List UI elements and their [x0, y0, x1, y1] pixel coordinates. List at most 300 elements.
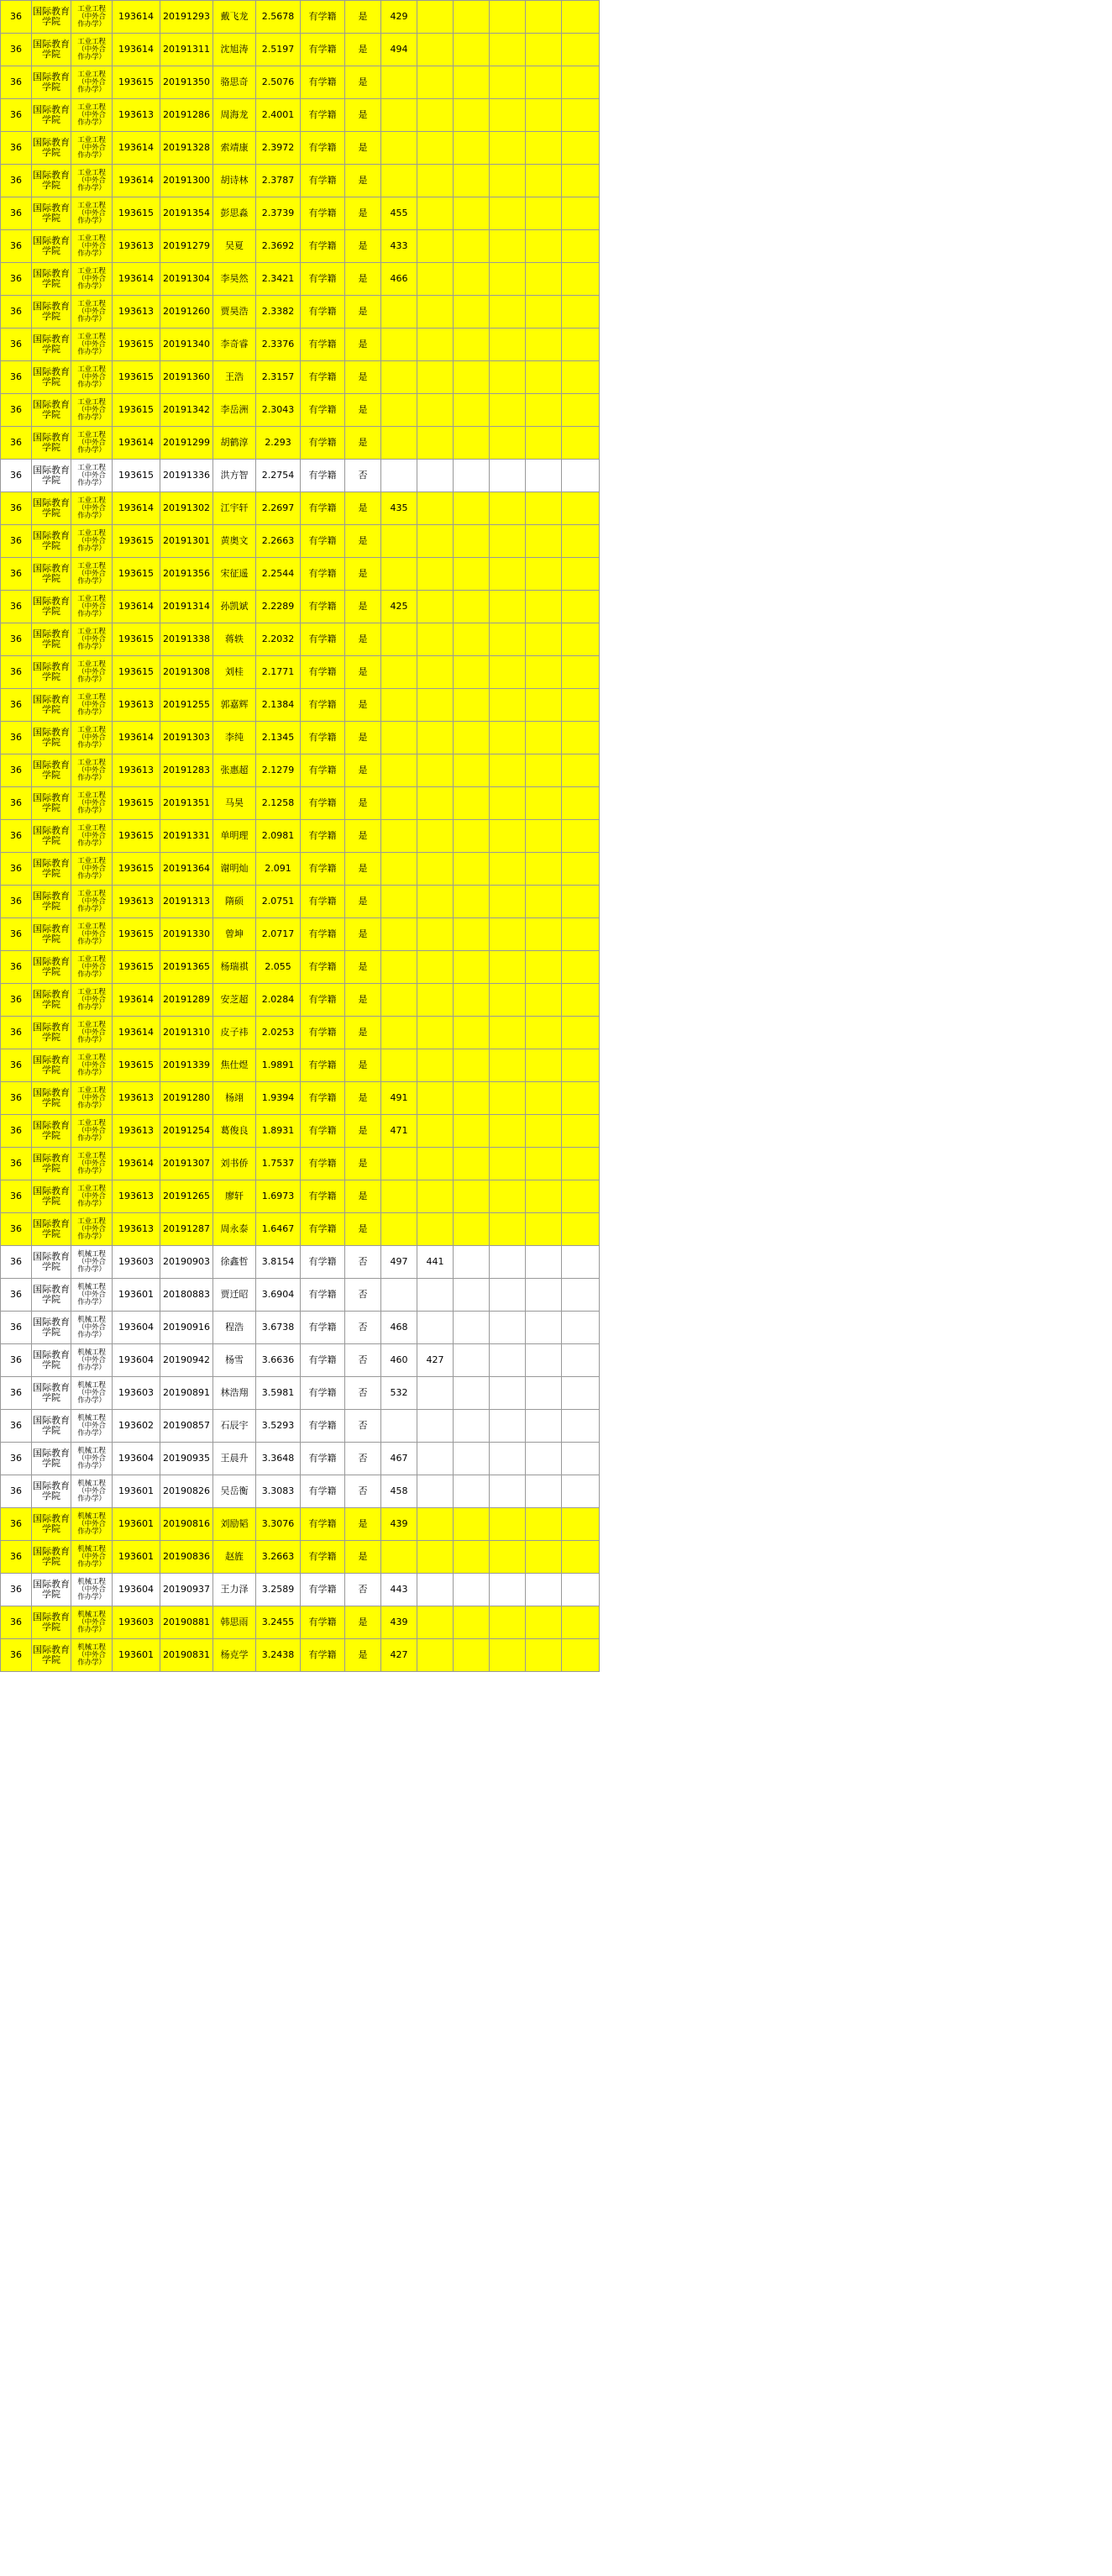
cell-extra2[interactable] [490, 427, 526, 460]
cell-college[interactable]: 国际教育 学院 [32, 1082, 71, 1115]
table-row[interactable] [1, 1180, 600, 1213]
table-row[interactable] [1, 197, 600, 230]
cell-sid[interactable]: 20191313 [160, 886, 213, 918]
cell-score[interactable]: 3.3083 [256, 1475, 301, 1508]
cell-college[interactable]: 国际教育 学院 [32, 1574, 71, 1606]
cell-flag[interactable]: 是 [345, 984, 381, 1017]
cell-name[interactable]: 单明理 [213, 820, 256, 853]
cell-extra1[interactable] [454, 820, 490, 853]
cell-no[interactable]: 36 [1, 1508, 32, 1541]
cell-college[interactable]: 国际教育 学院 [32, 329, 71, 361]
cell-flag[interactable]: 是 [345, 1639, 381, 1672]
table-row[interactable] [1, 296, 600, 329]
cell-extra4[interactable] [562, 492, 600, 525]
cell-extra2[interactable] [490, 886, 526, 918]
cell-extra3[interactable] [526, 754, 562, 787]
table-row[interactable] [1, 1017, 600, 1049]
cell-sid[interactable]: 20191336 [160, 460, 213, 492]
cell-exam2[interactable] [417, 1082, 454, 1115]
cell-name[interactable]: 李奇睿 [213, 329, 256, 361]
cell-extra4[interactable] [562, 1312, 600, 1344]
table-row[interactable] [1, 1115, 600, 1148]
cell-sid[interactable]: 20191328 [160, 132, 213, 165]
cell-major[interactable]: 机械工程 （中外合 作办学） [71, 1475, 113, 1508]
cell-extra4[interactable] [562, 1115, 600, 1148]
cell-flag[interactable]: 是 [345, 263, 381, 296]
cell-exam1[interactable] [381, 656, 417, 689]
cell-exam2[interactable] [417, 591, 454, 623]
cell-sid[interactable]: 20191300 [160, 165, 213, 197]
cell-exam2[interactable] [417, 525, 454, 558]
cell-flag[interactable]: 是 [345, 1049, 381, 1082]
table-row[interactable] [1, 492, 600, 525]
cell-score[interactable]: 1.9891 [256, 1049, 301, 1082]
cell-flag[interactable]: 否 [345, 1279, 381, 1312]
cell-name[interactable]: 王浩 [213, 361, 256, 394]
cell-flag[interactable]: 是 [345, 1082, 381, 1115]
cell-class[interactable]: 193613 [113, 1180, 160, 1213]
cell-college[interactable]: 国际教育 学院 [32, 1606, 71, 1639]
cell-sid[interactable]: 20191338 [160, 623, 213, 656]
cell-extra1[interactable] [454, 656, 490, 689]
cell-college[interactable]: 国际教育 学院 [32, 1, 71, 34]
cell-name[interactable]: 李昊然 [213, 263, 256, 296]
cell-status[interactable]: 有学籍 [301, 1377, 345, 1410]
table-row[interactable] [1, 754, 600, 787]
cell-extra4[interactable] [562, 1541, 600, 1574]
cell-flag[interactable]: 是 [345, 787, 381, 820]
cell-name[interactable]: 皮子祎 [213, 1017, 256, 1049]
cell-extra4[interactable] [562, 1180, 600, 1213]
cell-exam2[interactable] [417, 623, 454, 656]
cell-college[interactable]: 国际教育 学院 [32, 951, 71, 984]
cell-status[interactable]: 有学籍 [301, 1082, 345, 1115]
cell-name[interactable]: 戴飞龙 [213, 1, 256, 34]
table-row[interactable] [1, 460, 600, 492]
cell-college[interactable]: 国际教育 学院 [32, 230, 71, 263]
cell-name[interactable]: 胡诗林 [213, 165, 256, 197]
table-row[interactable] [1, 1410, 600, 1443]
cell-class[interactable]: 193614 [113, 1, 160, 34]
cell-college[interactable]: 国际教育 学院 [32, 623, 71, 656]
cell-sid[interactable]: 20191360 [160, 361, 213, 394]
cell-score[interactable]: 3.2438 [256, 1639, 301, 1672]
cell-status[interactable]: 有学籍 [301, 1508, 345, 1541]
cell-name[interactable]: 赵旌 [213, 1541, 256, 1574]
cell-class[interactable]: 193603 [113, 1246, 160, 1279]
cell-sid[interactable]: 20191350 [160, 66, 213, 99]
table-row[interactable] [1, 853, 600, 886]
cell-flag[interactable]: 是 [345, 623, 381, 656]
table-row[interactable] [1, 1049, 600, 1082]
cell-exam2[interactable] [417, 918, 454, 951]
cell-exam1[interactable]: 466 [381, 263, 417, 296]
cell-extra2[interactable] [490, 1410, 526, 1443]
cell-class[interactable]: 193615 [113, 1049, 160, 1082]
cell-score[interactable]: 3.3648 [256, 1443, 301, 1475]
cell-score[interactable]: 3.5981 [256, 1377, 301, 1410]
cell-major[interactable]: 机械工程 （中外合 作办学） [71, 1344, 113, 1377]
cell-major[interactable]: 工业工程 （中外合 作办学） [71, 361, 113, 394]
cell-status[interactable]: 有学籍 [301, 263, 345, 296]
cell-extra4[interactable] [562, 754, 600, 787]
cell-extra1[interactable] [454, 1475, 490, 1508]
cell-name[interactable]: 周永泰 [213, 1213, 256, 1246]
cell-extra3[interactable] [526, 1279, 562, 1312]
cell-status[interactable]: 有学籍 [301, 66, 345, 99]
cell-extra4[interactable] [562, 1344, 600, 1377]
cell-extra2[interactable] [490, 230, 526, 263]
cell-exam2[interactable] [417, 34, 454, 66]
cell-extra2[interactable] [490, 1246, 526, 1279]
cell-extra3[interactable] [526, 689, 562, 722]
cell-college[interactable]: 国际教育 学院 [32, 1475, 71, 1508]
cell-extra1[interactable] [454, 230, 490, 263]
cell-class[interactable]: 193615 [113, 525, 160, 558]
cell-class[interactable]: 193614 [113, 1017, 160, 1049]
cell-extra3[interactable] [526, 623, 562, 656]
cell-sid[interactable]: 20191302 [160, 492, 213, 525]
cell-extra1[interactable] [454, 1082, 490, 1115]
cell-flag[interactable]: 是 [345, 329, 381, 361]
cell-flag[interactable]: 是 [345, 689, 381, 722]
cell-extra3[interactable] [526, 492, 562, 525]
cell-score[interactable]: 3.2663 [256, 1541, 301, 1574]
cell-status[interactable]: 有学籍 [301, 1, 345, 34]
cell-class[interactable]: 193615 [113, 623, 160, 656]
cell-extra1[interactable] [454, 525, 490, 558]
cell-no[interactable]: 36 [1, 361, 32, 394]
table-row[interactable] [1, 1541, 600, 1574]
cell-exam2[interactable] [417, 296, 454, 329]
cell-college[interactable]: 国际教育 学院 [32, 492, 71, 525]
cell-score[interactable]: 2.1771 [256, 656, 301, 689]
cell-extra1[interactable] [454, 918, 490, 951]
cell-college[interactable]: 国际教育 学院 [32, 558, 71, 591]
cell-exam2[interactable] [417, 132, 454, 165]
cell-extra2[interactable] [490, 984, 526, 1017]
cell-class[interactable]: 193603 [113, 1377, 160, 1410]
cell-sid[interactable]: 20190942 [160, 1344, 213, 1377]
cell-flag[interactable]: 是 [345, 656, 381, 689]
cell-no[interactable]: 36 [1, 853, 32, 886]
cell-class[interactable]: 193601 [113, 1475, 160, 1508]
cell-exam2[interactable]: 441 [417, 1246, 454, 1279]
cell-extra3[interactable] [526, 1606, 562, 1639]
cell-no[interactable]: 36 [1, 1246, 32, 1279]
cell-exam1[interactable] [381, 1410, 417, 1443]
cell-status[interactable]: 有学籍 [301, 1312, 345, 1344]
cell-score[interactable]: 2.2754 [256, 460, 301, 492]
cell-class[interactable]: 193601 [113, 1508, 160, 1541]
cell-exam1[interactable] [381, 918, 417, 951]
cell-status[interactable]: 有学籍 [301, 689, 345, 722]
cell-extra1[interactable] [454, 1148, 490, 1180]
cell-name[interactable]: 王晨升 [213, 1443, 256, 1475]
cell-class[interactable]: 193615 [113, 951, 160, 984]
cell-major[interactable]: 工业工程 （中外合 作办学） [71, 1115, 113, 1148]
cell-extra1[interactable] [454, 329, 490, 361]
cell-extra4[interactable] [562, 918, 600, 951]
cell-extra2[interactable] [490, 165, 526, 197]
table-row[interactable] [1, 722, 600, 754]
cell-exam1[interactable] [381, 787, 417, 820]
cell-sid[interactable]: 20190816 [160, 1508, 213, 1541]
cell-extra3[interactable] [526, 1410, 562, 1443]
cell-extra1[interactable] [454, 591, 490, 623]
table-row[interactable] [1, 427, 600, 460]
cell-flag[interactable]: 否 [345, 1475, 381, 1508]
cell-extra3[interactable] [526, 132, 562, 165]
cell-class[interactable]: 193615 [113, 558, 160, 591]
cell-extra2[interactable] [490, 460, 526, 492]
cell-extra2[interactable] [490, 1377, 526, 1410]
table-row[interactable] [1, 99, 600, 132]
cell-flag[interactable]: 是 [345, 1017, 381, 1049]
cell-extra1[interactable] [454, 951, 490, 984]
cell-extra3[interactable] [526, 1148, 562, 1180]
table-row[interactable] [1, 132, 600, 165]
cell-extra3[interactable] [526, 66, 562, 99]
cell-name[interactable]: 王力泽 [213, 1574, 256, 1606]
cell-major[interactable]: 机械工程 （中外合 作办学） [71, 1312, 113, 1344]
cell-flag[interactable]: 是 [345, 525, 381, 558]
cell-major[interactable]: 工业工程 （中外合 作办学） [71, 1148, 113, 1180]
cell-major[interactable]: 机械工程 （中外合 作办学） [71, 1508, 113, 1541]
cell-extra4[interactable] [562, 1606, 600, 1639]
cell-extra2[interactable] [490, 1180, 526, 1213]
cell-no[interactable]: 36 [1, 1312, 32, 1344]
cell-major[interactable]: 工业工程 （中外合 作办学） [71, 492, 113, 525]
cell-exam2[interactable] [417, 886, 454, 918]
cell-exam2[interactable] [417, 1443, 454, 1475]
cell-class[interactable]: 193614 [113, 492, 160, 525]
cell-score[interactable]: 3.3076 [256, 1508, 301, 1541]
cell-extra4[interactable] [562, 1443, 600, 1475]
cell-exam1[interactable] [381, 689, 417, 722]
cell-no[interactable]: 36 [1, 132, 32, 165]
cell-exam1[interactable] [381, 460, 417, 492]
cell-sid[interactable]: 20191287 [160, 1213, 213, 1246]
cell-sid[interactable]: 20191354 [160, 197, 213, 230]
cell-score[interactable]: 3.6636 [256, 1344, 301, 1377]
cell-exam1[interactable] [381, 427, 417, 460]
cell-extra1[interactable] [454, 1344, 490, 1377]
cell-flag[interactable]: 是 [345, 427, 381, 460]
cell-extra4[interactable] [562, 66, 600, 99]
cell-major[interactable]: 工业工程 （中外合 作办学） [71, 656, 113, 689]
cell-status[interactable]: 有学籍 [301, 1410, 345, 1443]
cell-extra4[interactable] [562, 853, 600, 886]
cell-no[interactable]: 36 [1, 1410, 32, 1443]
cell-exam1[interactable] [381, 623, 417, 656]
cell-extra1[interactable] [454, 1574, 490, 1606]
cell-college[interactable]: 国际教育 学院 [32, 1279, 71, 1312]
cell-extra2[interactable] [490, 1213, 526, 1246]
cell-extra3[interactable] [526, 558, 562, 591]
cell-sid[interactable]: 20191260 [160, 296, 213, 329]
cell-status[interactable]: 有学籍 [301, 197, 345, 230]
cell-extra1[interactable] [454, 1541, 490, 1574]
cell-no[interactable]: 36 [1, 1443, 32, 1475]
cell-status[interactable]: 有学籍 [301, 329, 345, 361]
cell-status[interactable]: 有学籍 [301, 853, 345, 886]
cell-score[interactable]: 2.3739 [256, 197, 301, 230]
cell-class[interactable]: 193615 [113, 329, 160, 361]
cell-sid[interactable]: 20191342 [160, 394, 213, 427]
cell-extra2[interactable] [490, 197, 526, 230]
cell-major[interactable]: 机械工程 （中外合 作办学） [71, 1606, 113, 1639]
cell-major[interactable]: 工业工程 （中外合 作办学） [71, 66, 113, 99]
cell-extra4[interactable] [562, 329, 600, 361]
cell-extra2[interactable] [490, 1312, 526, 1344]
cell-exam1[interactable] [381, 525, 417, 558]
cell-extra2[interactable] [490, 722, 526, 754]
cell-name[interactable]: 葛俊良 [213, 1115, 256, 1148]
cell-flag[interactable]: 是 [345, 951, 381, 984]
cell-extra3[interactable] [526, 951, 562, 984]
cell-name[interactable]: 江宇轩 [213, 492, 256, 525]
table-row[interactable] [1, 1508, 600, 1541]
cell-extra4[interactable] [562, 984, 600, 1017]
cell-major[interactable]: 工业工程 （中外合 作办学） [71, 722, 113, 754]
cell-class[interactable]: 193613 [113, 1082, 160, 1115]
cell-status[interactable]: 有学籍 [301, 754, 345, 787]
cell-exam1[interactable]: 468 [381, 1312, 417, 1344]
cell-class[interactable]: 193614 [113, 1148, 160, 1180]
cell-exam2[interactable] [417, 1606, 454, 1639]
cell-extra4[interactable] [562, 591, 600, 623]
cell-name[interactable]: 石辰宇 [213, 1410, 256, 1443]
cell-college[interactable]: 国际教育 学院 [32, 525, 71, 558]
cell-extra2[interactable] [490, 689, 526, 722]
cell-name[interactable]: 吴岳衡 [213, 1475, 256, 1508]
cell-extra3[interactable] [526, 1213, 562, 1246]
cell-college[interactable]: 国际教育 学院 [32, 754, 71, 787]
cell-exam1[interactable]: 439 [381, 1606, 417, 1639]
cell-exam1[interactable] [381, 722, 417, 754]
cell-status[interactable]: 有学籍 [301, 1246, 345, 1279]
cell-name[interactable]: 刘励韬 [213, 1508, 256, 1541]
cell-exam2[interactable] [417, 427, 454, 460]
cell-exam1[interactable] [381, 1148, 417, 1180]
cell-extra2[interactable] [490, 1082, 526, 1115]
cell-exam1[interactable] [381, 132, 417, 165]
cell-class[interactable]: 193603 [113, 1606, 160, 1639]
cell-major[interactable]: 工业工程 （中外合 作办学） [71, 230, 113, 263]
cell-exam1[interactable] [381, 754, 417, 787]
cell-extra1[interactable] [454, 99, 490, 132]
cell-score[interactable]: 3.6738 [256, 1312, 301, 1344]
cell-no[interactable]: 36 [1, 165, 32, 197]
cell-extra2[interactable] [490, 1443, 526, 1475]
cell-exam2[interactable] [417, 1475, 454, 1508]
cell-no[interactable]: 36 [1, 591, 32, 623]
cell-exam2[interactable] [417, 1, 454, 34]
cell-extra3[interactable] [526, 230, 562, 263]
cell-score[interactable]: 2.0981 [256, 820, 301, 853]
cell-flag[interactable]: 是 [345, 1606, 381, 1639]
cell-extra1[interactable] [454, 66, 490, 99]
cell-major[interactable]: 工业工程 （中外合 作办学） [71, 984, 113, 1017]
cell-extra2[interactable] [490, 132, 526, 165]
cell-status[interactable]: 有学籍 [301, 1606, 345, 1639]
cell-flag[interactable]: 否 [345, 1312, 381, 1344]
cell-college[interactable]: 国际教育 学院 [32, 886, 71, 918]
cell-extra3[interactable] [526, 787, 562, 820]
cell-score[interactable]: 2.2289 [256, 591, 301, 623]
cell-exam1[interactable]: 460 [381, 1344, 417, 1377]
cell-extra2[interactable] [490, 296, 526, 329]
cell-extra1[interactable] [454, 754, 490, 787]
cell-college[interactable]: 国际教育 学院 [32, 1410, 71, 1443]
cell-sid[interactable]: 20191365 [160, 951, 213, 984]
cell-extra1[interactable] [454, 1213, 490, 1246]
cell-college[interactable]: 国际教育 学院 [32, 787, 71, 820]
cell-major[interactable]: 机械工程 （中外合 作办学） [71, 1574, 113, 1606]
cell-score[interactable]: 2.3787 [256, 165, 301, 197]
table-row[interactable] [1, 820, 600, 853]
cell-score[interactable]: 2.2697 [256, 492, 301, 525]
cell-extra3[interactable] [526, 591, 562, 623]
table-row[interactable] [1, 1344, 600, 1377]
cell-exam1[interactable] [381, 99, 417, 132]
cell-extra4[interactable] [562, 1246, 600, 1279]
cell-name[interactable]: 胡鹤淳 [213, 427, 256, 460]
table-row[interactable] [1, 787, 600, 820]
cell-exam2[interactable] [417, 99, 454, 132]
cell-college[interactable]: 国际教育 学院 [32, 1508, 71, 1541]
cell-extra3[interactable] [526, 918, 562, 951]
cell-score[interactable]: 2.2663 [256, 525, 301, 558]
cell-score[interactable]: 2.4001 [256, 99, 301, 132]
cell-extra2[interactable] [490, 1606, 526, 1639]
cell-exam2[interactable] [417, 951, 454, 984]
cell-no[interactable]: 36 [1, 1115, 32, 1148]
cell-class[interactable]: 193615 [113, 787, 160, 820]
cell-sid[interactable]: 20190881 [160, 1606, 213, 1639]
cell-flag[interactable]: 否 [345, 460, 381, 492]
cell-score[interactable]: 2.0751 [256, 886, 301, 918]
cell-extra2[interactable] [490, 591, 526, 623]
cell-flag[interactable]: 是 [345, 722, 381, 754]
cell-extra1[interactable] [454, 34, 490, 66]
cell-flag[interactable]: 是 [345, 296, 381, 329]
cell-extra4[interactable] [562, 1, 600, 34]
cell-extra1[interactable] [454, 787, 490, 820]
cell-extra2[interactable] [490, 1344, 526, 1377]
cell-extra4[interactable] [562, 951, 600, 984]
cell-name[interactable]: 刘桂 [213, 656, 256, 689]
cell-extra3[interactable] [526, 460, 562, 492]
table-row[interactable] [1, 1475, 600, 1508]
cell-exam2[interactable] [417, 1148, 454, 1180]
cell-major[interactable]: 工业工程 （中外合 作办学） [71, 951, 113, 984]
cell-no[interactable]: 36 [1, 1574, 32, 1606]
cell-sid[interactable]: 20190831 [160, 1639, 213, 1672]
cell-exam2[interactable] [417, 820, 454, 853]
cell-exam1[interactable]: 455 [381, 197, 417, 230]
cell-flag[interactable]: 否 [345, 1574, 381, 1606]
cell-score[interactable]: 2.1279 [256, 754, 301, 787]
cell-extra2[interactable] [490, 1508, 526, 1541]
cell-score[interactable]: 2.5678 [256, 1, 301, 34]
cell-sid[interactable]: 20191265 [160, 1180, 213, 1213]
cell-exam1[interactable]: 494 [381, 34, 417, 66]
cell-sid[interactable]: 20191299 [160, 427, 213, 460]
table-row[interactable] [1, 1574, 600, 1606]
cell-college[interactable]: 国际教育 学院 [32, 1344, 71, 1377]
